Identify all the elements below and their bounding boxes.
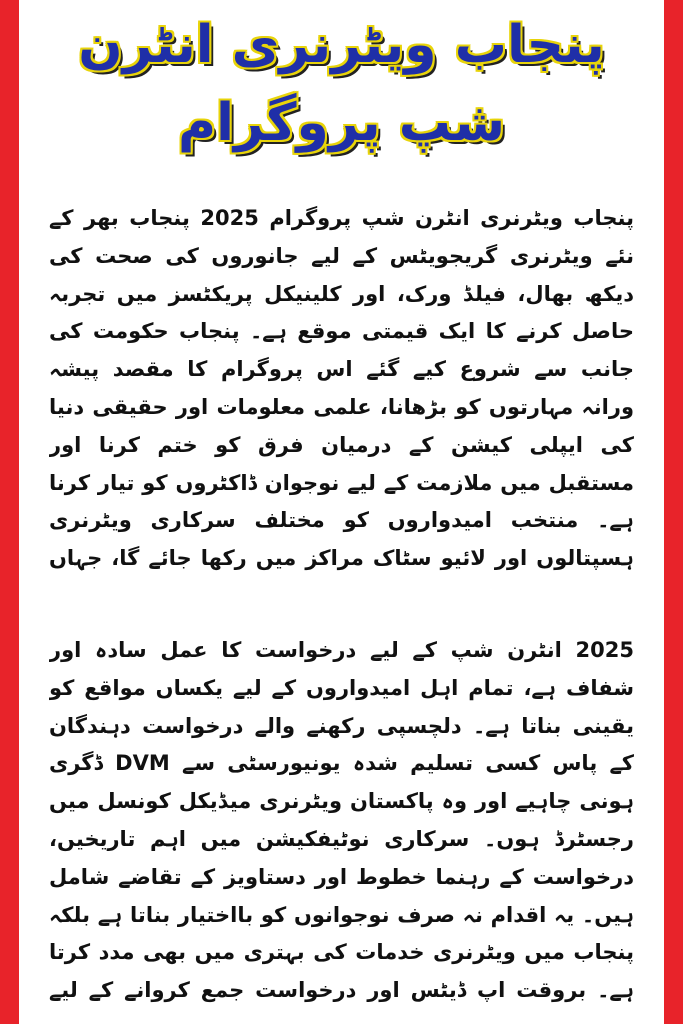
article	[19, 0, 664, 1024]
right-red-border	[664, 0, 683, 1024]
page-title: پنجاب ویٹرنری انٹرن شپ پروگرام	[78, 15, 605, 153]
left-red-border	[0, 0, 19, 1024]
paragraph-application: 2025 انٹرن شپ کے لیے درخواست کا عمل سادہ اور شفاف ہے، تمام اہل امیدواروں کے لیے یکساں مواقع کو یقینی بناتا ہے۔ دلچسپی رکھنے والے درخواست دہندگان کے پاس کسی تسلیم شدہ یونیورسٹی سے DVM ڈگری ہونی چاہیے اور وہ پاکستان ویٹرنری میڈیکل کونسل میں رجسٹرڈ ہوں۔ سرکاری نوٹیفکیشن میں اہم تاریخیں، درخواست کے رہنما خطوط اور دستاویز کے تقاضے شامل ہیں۔ یہ اقدام نہ صرف نوجوانوں کو بااختیار بناتا ہے بلکہ پنجاب میں ویٹرنری خدمات کی بہتری میں بھی مدد کرتا ہے۔ بروقت اپ ڈیٹس اور درخواست جمع کروانے کے لیے	[49, 638, 634, 1003]
paragraph-intro: پنجاب ویٹرنری انٹرن شپ پروگرام 2025 پنجاب بھر کے نئے ویٹرنری گریجویٹس کے لیے جانوروں کی صحت کی دیکھ بھال، فیلڈ ورک، اور کلینیکل پریکٹسز میں تجربہ حاصل کرنے کا ایک قیمتی موقع ہے۔ پنجاب حکومت کی جانب سے شروع کیے گئے اس پروگرام کا مقصد پیشہ ورانہ مہارتوں کو بڑھانا، علمی معلومات اور حقیقی دنیا کی ایپلی کیشن کے درمیان فرق کو ختم کرنا اور مستقبل میں ملازمت کے لیے نوجوان ڈاکٹروں کو تیار کرنا ہے۔ منتخب امیدواروں کو مختلف سرکاری ویٹرنری ہسپتالوں اور لائیو سٹاک مراکز میں رکھا جائے گا، جہاں	[49, 206, 634, 571]
